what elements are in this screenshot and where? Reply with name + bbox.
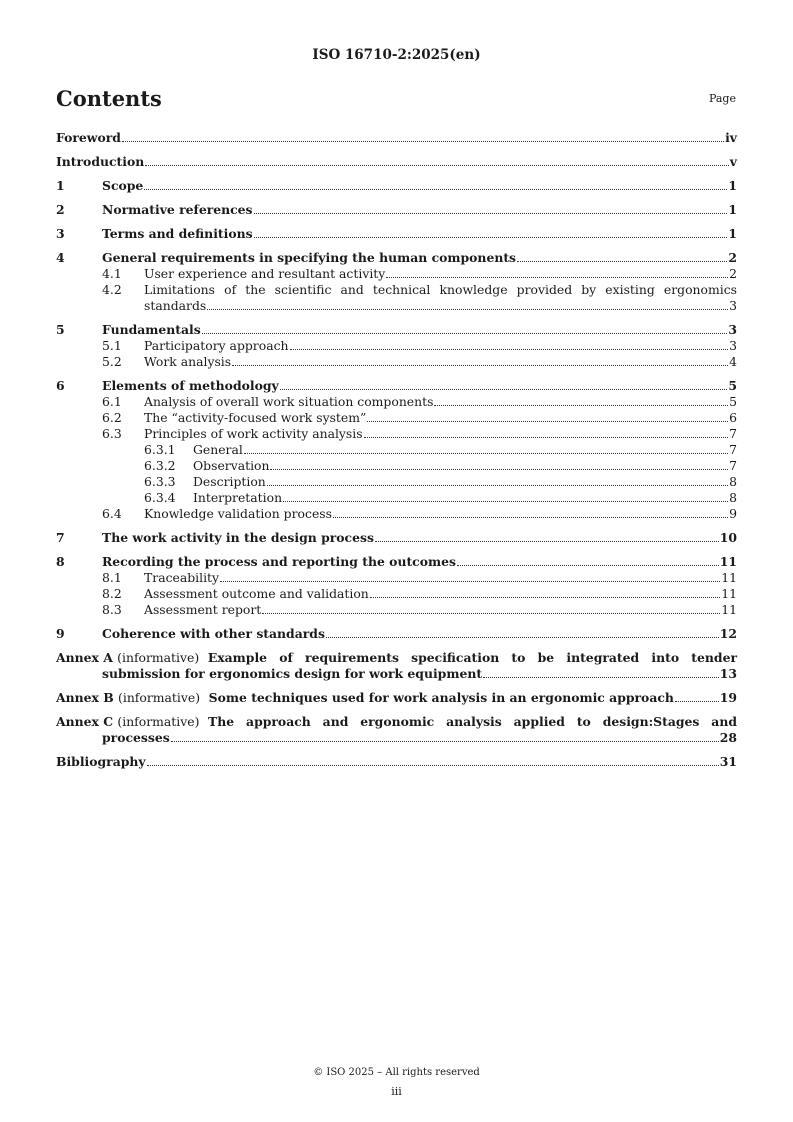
leader-dots bbox=[457, 565, 719, 566]
toc-title: Observation bbox=[193, 458, 270, 473]
leader-dots bbox=[290, 349, 729, 350]
toc-title: Foreword bbox=[56, 130, 121, 145]
toc-entry-6-3-1[interactable] bbox=[56, 442, 737, 458]
toc-entry-7[interactable] bbox=[56, 530, 737, 546]
toc-page: 28 bbox=[719, 730, 737, 745]
toc-page: 1 bbox=[728, 178, 737, 193]
toc-page: 5 bbox=[729, 394, 737, 409]
leader-dots bbox=[202, 333, 728, 334]
toc-title-line1: Example of requirements specification to be integrated into tender bbox=[207, 650, 737, 665]
toc-number: 6.3.4 bbox=[144, 490, 176, 505]
toc-title: Elements of methodology bbox=[102, 378, 279, 393]
toc-entry-annex-c[interactable] bbox=[56, 714, 737, 746]
leader-dots bbox=[375, 541, 719, 542]
leader-dots bbox=[483, 677, 719, 678]
toc-number: 6.2 bbox=[102, 410, 122, 425]
toc-page: 31 bbox=[719, 754, 737, 769]
toc-number: 4.1 bbox=[102, 266, 122, 281]
toc-entry-6-1[interactable] bbox=[56, 394, 737, 410]
leader-dots bbox=[326, 637, 719, 638]
toc-number: 3 bbox=[56, 226, 65, 241]
toc-number: 8.2 bbox=[102, 586, 122, 601]
leader-dots bbox=[364, 437, 729, 438]
toc-entry-9[interactable] bbox=[56, 626, 737, 642]
toc-title: Assessment report bbox=[144, 602, 262, 617]
toc-title: Introduction bbox=[56, 154, 145, 169]
toc-title: Knowledge validation process bbox=[144, 506, 332, 521]
toc-page: 11 bbox=[721, 602, 737, 617]
toc-title: The work activity in the design process bbox=[102, 530, 374, 545]
annex-informative: (informative) bbox=[117, 714, 200, 729]
toc-entry-4-2[interactable] bbox=[56, 282, 737, 314]
toc-number: 4.2 bbox=[102, 282, 122, 297]
toc-title: Traceability bbox=[144, 570, 220, 585]
toc-title: Recording the process and reporting the outcomes bbox=[102, 554, 456, 569]
toc-entry-4-1[interactable] bbox=[56, 266, 737, 282]
toc-entry-8-1[interactable] bbox=[56, 570, 737, 586]
toc-number: 6.3 bbox=[102, 426, 122, 441]
annex-label: Annex C bbox=[56, 714, 114, 729]
toc-number: 6.3.1 bbox=[144, 442, 176, 457]
toc-number: 5.2 bbox=[102, 354, 122, 369]
leader-dots bbox=[254, 213, 728, 214]
toc-page: 11 bbox=[721, 586, 737, 601]
toc-title: Scope bbox=[102, 178, 144, 193]
toc-title: Some techniques used for work analysis in an ergonomic approach bbox=[208, 690, 674, 705]
toc-title-line2: processes bbox=[102, 730, 170, 745]
toc-entry-5[interactable] bbox=[56, 322, 737, 338]
leader-dots bbox=[267, 485, 728, 486]
leader-dots bbox=[147, 765, 719, 766]
toc-title: Description bbox=[193, 474, 266, 489]
toc-entry-6[interactable] bbox=[56, 378, 737, 394]
toc-page: iv bbox=[725, 130, 737, 145]
toc-number: 6.3.3 bbox=[144, 474, 176, 489]
leader-dots bbox=[370, 597, 720, 598]
toc-page: 3 bbox=[728, 322, 737, 337]
toc-entry-1[interactable] bbox=[56, 178, 737, 194]
annex-informative: (informative) bbox=[118, 690, 201, 705]
toc-number: 7 bbox=[56, 530, 65, 545]
toc-page: 4 bbox=[729, 354, 737, 369]
toc-page: 12 bbox=[719, 626, 737, 641]
toc-page: 2 bbox=[729, 266, 737, 281]
leader-dots bbox=[517, 261, 727, 262]
toc-title: Participatory approach bbox=[144, 338, 289, 353]
toc-title: Coherence with other standards bbox=[102, 626, 325, 641]
toc-page: 7 bbox=[729, 442, 737, 457]
toc-number: 4 bbox=[56, 250, 65, 265]
toc-page: 8 bbox=[729, 474, 737, 489]
toc-entry-8-2[interactable] bbox=[56, 586, 737, 602]
toc-title: Normative references bbox=[102, 202, 253, 217]
toc-title: Bibliography bbox=[56, 754, 146, 769]
toc-page: 19 bbox=[719, 690, 737, 705]
toc-title: General bbox=[193, 442, 243, 457]
leader-dots bbox=[434, 405, 728, 406]
leader-dots bbox=[254, 237, 728, 238]
leader-dots bbox=[280, 389, 728, 390]
leader-dots bbox=[675, 701, 719, 702]
toc-entry-6-3-4[interactable] bbox=[56, 490, 737, 506]
toc-page: 1 bbox=[728, 226, 737, 241]
leader-dots bbox=[207, 309, 728, 310]
toc-entry-annex-a[interactable] bbox=[56, 650, 737, 682]
toc-entry-foreword[interactable] bbox=[56, 130, 737, 146]
toc-entry-introduction[interactable] bbox=[56, 154, 737, 170]
toc-page: 2 bbox=[728, 250, 737, 265]
toc-entry-6-4[interactable] bbox=[56, 506, 737, 522]
toc-title-line2: standards bbox=[144, 298, 207, 313]
toc-title-line1: Limitations of the scientific and technical knowledge provided by existing ergonomics bbox=[144, 282, 737, 297]
toc-page: 1 bbox=[728, 202, 737, 217]
toc-entry-3[interactable] bbox=[56, 226, 737, 242]
toc-number: 2 bbox=[56, 202, 65, 217]
toc-page: 11 bbox=[719, 554, 737, 569]
toc-entry-4[interactable] bbox=[56, 250, 737, 266]
leader-dots bbox=[144, 189, 727, 190]
toc-title: Work analysis bbox=[144, 354, 232, 369]
toc-number: 5 bbox=[56, 322, 65, 337]
toc-title: Terms and definitions bbox=[102, 226, 253, 241]
document-id: ISO 16710-2:2025(en) bbox=[312, 47, 481, 63]
leader-dots bbox=[283, 501, 728, 502]
leader-dots bbox=[232, 365, 728, 366]
toc-number: 8.1 bbox=[102, 570, 122, 585]
leader-dots bbox=[386, 277, 728, 278]
toc-entry-2[interactable] bbox=[56, 202, 737, 218]
leader-dots bbox=[333, 517, 728, 518]
leader-dots bbox=[270, 469, 728, 470]
toc-entry-annex-b[interactable] bbox=[56, 690, 737, 706]
toc-page: v bbox=[729, 154, 737, 169]
table-of-contents bbox=[56, 130, 737, 770]
toc-page: 9 bbox=[729, 506, 737, 521]
toc-page: 8 bbox=[729, 490, 737, 505]
toc-title-line1: The approach and ergonomic analysis applied to design:Stages and bbox=[208, 714, 737, 729]
leader-dots bbox=[220, 581, 720, 582]
annex-informative: (informative) bbox=[117, 650, 200, 665]
toc-number: 5.1 bbox=[102, 338, 122, 353]
toc-page: 7 bbox=[729, 458, 737, 473]
contents-heading: Contents bbox=[56, 86, 162, 111]
toc-number: 6.3.2 bbox=[144, 458, 176, 473]
toc-page: 13 bbox=[719, 666, 737, 681]
toc-page: 10 bbox=[719, 530, 737, 545]
page-number: iii bbox=[391, 1085, 402, 1098]
toc-title: Interpretation bbox=[193, 490, 283, 505]
toc-title: Principles of work activity analysis bbox=[144, 426, 363, 441]
leader-dots bbox=[171, 741, 719, 742]
toc-number: 8.3 bbox=[102, 602, 122, 617]
annex-label: Annex A bbox=[56, 650, 113, 665]
leader-dots bbox=[262, 613, 720, 614]
toc-entry-5-1[interactable] bbox=[56, 338, 737, 354]
toc-number: 6 bbox=[56, 378, 65, 393]
toc-entry-8-3[interactable] bbox=[56, 602, 737, 618]
toc-entry-6-3-2[interactable] bbox=[56, 458, 737, 474]
annex-label: Annex B bbox=[56, 690, 114, 705]
toc-page: 6 bbox=[729, 410, 737, 425]
leader-dots bbox=[145, 165, 729, 166]
toc-title: General requirements in specifying the human components bbox=[102, 250, 517, 265]
toc-entry-5-2[interactable] bbox=[56, 354, 737, 370]
leader-dots bbox=[122, 141, 724, 142]
page-column-label: Page bbox=[708, 92, 736, 105]
toc-number: 6.1 bbox=[102, 394, 122, 409]
toc-title-line2: submission for ergonomics design for work equipment bbox=[102, 666, 483, 681]
toc-page: 3 bbox=[729, 298, 737, 313]
toc-entry-6-3-3[interactable] bbox=[56, 474, 737, 490]
toc-title: Fundamentals bbox=[102, 322, 201, 337]
copyright-notice: © ISO 2025 – All rights reserved bbox=[313, 1067, 480, 1078]
leader-dots bbox=[244, 453, 728, 454]
toc-page: 3 bbox=[729, 338, 737, 353]
toc-number: 8 bbox=[56, 554, 65, 569]
leader-dots bbox=[367, 421, 728, 422]
toc-entry-8[interactable] bbox=[56, 554, 737, 570]
toc-number: 1 bbox=[56, 178, 65, 193]
toc-page: 7 bbox=[729, 426, 737, 441]
toc-title: User experience and resultant activity bbox=[144, 266, 386, 281]
toc-title: Analysis of overall work situation components bbox=[144, 394, 434, 409]
toc-title: Assessment outcome and validation bbox=[144, 586, 369, 601]
toc-entry-bibliography[interactable] bbox=[56, 754, 737, 770]
toc-entry-6-3[interactable] bbox=[56, 426, 737, 442]
toc-entry-6-2[interactable] bbox=[56, 410, 737, 426]
toc-number: 9 bbox=[56, 626, 65, 641]
toc-title: The “activity-focused work system” bbox=[144, 410, 367, 425]
toc-page: 5 bbox=[728, 378, 737, 393]
toc-number: 6.4 bbox=[102, 506, 122, 521]
toc-page: 11 bbox=[721, 570, 737, 585]
